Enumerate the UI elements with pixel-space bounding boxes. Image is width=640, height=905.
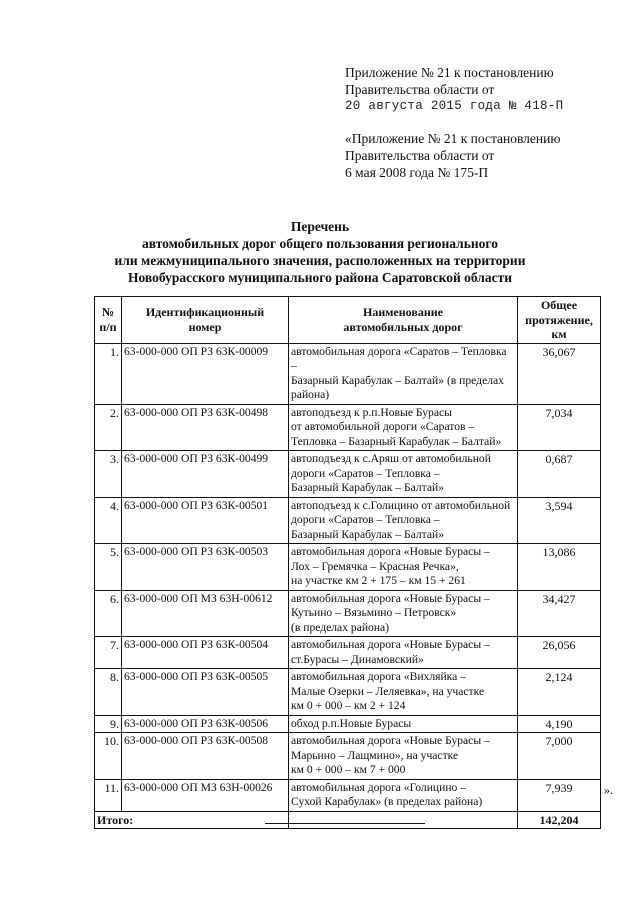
header-stamp-date: 20 августа 2015 года № 418-П	[345, 99, 564, 113]
header-id: Идентификационный номер	[122, 297, 289, 344]
row-number: 8.	[95, 669, 122, 716]
header-line: Правительства области от	[345, 82, 495, 97]
road-name	[289, 733, 518, 780]
road-name-line: дороги «Саратов – Тепловка –	[291, 513, 440, 526]
total-empty-cell	[289, 811, 518, 829]
road-id: 63-000-000 ОП РЗ 63К-00009	[122, 343, 289, 404]
road-length: 0,687	[518, 451, 601, 498]
road-id: 63-000-000 ОП РЗ 63К-00505	[122, 669, 289, 716]
road-name-line: автомобильная дорога «Новые Бурасы –	[291, 734, 490, 747]
row-number: 5.	[95, 544, 122, 591]
road-name-line: Тепловка – Базарный Карабулак – Балтай»	[291, 434, 502, 448]
appendix-header-current	[345, 64, 563, 115]
road-name	[289, 669, 518, 716]
road-name-line: автомобильная дорога «Саратов – Тепловка –	[291, 344, 507, 372]
road-name-line: Базарный Карабулак – Балтай» (в пределах	[291, 373, 504, 387]
road-name	[289, 637, 518, 669]
row-number: 6.	[95, 590, 122, 637]
road-name-line: Базарный Карабулак – Балтай»	[291, 527, 445, 541]
road-name-line: Лох – Гремячка – Красная Речка»,	[291, 559, 459, 573]
road-length: 7,939	[518, 779, 601, 811]
header-name: Наименование автомобильных дорог	[289, 297, 518, 344]
road-name-line: автоподъезд к р.п.Новые Бурасы	[291, 405, 452, 419]
row-number: 10.	[95, 733, 122, 780]
total-label: Итого:	[95, 811, 289, 829]
road-name-line: Марьино – Лащмино», на участке	[291, 748, 459, 762]
appendix-header-previous	[345, 130, 560, 181]
table-row	[95, 404, 601, 451]
table-row	[95, 590, 601, 637]
roads-table	[94, 296, 601, 829]
road-length: 3,594	[518, 497, 601, 544]
row-number: 2.	[95, 404, 122, 451]
road-length: 34,427	[518, 590, 601, 637]
road-id: 63-000-000 ОП РЗ 63К-00504	[122, 637, 289, 669]
road-length: 13,086	[518, 544, 601, 591]
total-value: 142,204	[518, 811, 601, 829]
road-length: 2,124	[518, 669, 601, 716]
table-row	[95, 497, 601, 544]
row-number: 1.	[95, 343, 122, 404]
road-name-line: от автомобильной дороги «Саратов –	[291, 420, 475, 433]
header-length: Общее протяжение, км	[518, 297, 601, 344]
footer-divider	[265, 823, 425, 824]
road-name	[289, 451, 518, 498]
road-name-line: автоподъезд к с.Аряш от автомобильной	[291, 452, 491, 465]
road-length: 26,056	[518, 637, 601, 669]
road-id: 63-000-000 ОП РЗ 63К-00506	[122, 715, 289, 733]
total-row	[95, 811, 601, 829]
row-number: 4.	[95, 497, 122, 544]
road-name-line: района)	[291, 388, 330, 401]
road-name-line: на участке км 2 + 175 – км 15 + 261	[291, 574, 466, 587]
header-num: № п/п	[95, 297, 122, 344]
road-name	[289, 343, 518, 404]
road-name	[289, 715, 518, 733]
table-row	[95, 637, 601, 669]
road-name	[289, 590, 518, 637]
row-number: 11.	[95, 779, 122, 811]
title-line: Новобурасского муниципального района Саратовской области	[127, 270, 513, 285]
row-number: 3.	[95, 451, 122, 498]
table-header-row	[95, 297, 601, 344]
closing-quote: ».	[604, 783, 613, 797]
title-line: или межмуниципального значения, расположенных на территории	[114, 253, 526, 268]
road-id: 63-000-000 ОП РЗ 63К-00503	[122, 544, 289, 591]
road-id: 63-000-000 ОП РЗ 63К-00508	[122, 733, 289, 780]
road-name-line: дороги «Саратов – Тепловка –	[291, 466, 440, 480]
road-name-line: автомобильная дорога «Вихляйка –	[291, 670, 466, 683]
title-line: Перечень	[290, 219, 350, 234]
header-line: Приложение № 21 к постановлению	[345, 65, 554, 80]
title-line: автомобильных дорог общего пользования регионального	[142, 236, 498, 251]
row-number: 9.	[95, 715, 122, 733]
header-line: Правительства области от	[345, 148, 495, 163]
table-row	[95, 733, 601, 780]
road-id: 63-000-000 ОП РЗ 63К-00498	[122, 404, 289, 451]
road-length: 4,190	[518, 715, 601, 733]
table-row	[95, 715, 601, 733]
road-name-line: (в пределах района)	[291, 620, 390, 634]
road-id: 63-000-000 ОП МЗ 63Н-00612	[122, 590, 289, 637]
document-title	[0, 218, 640, 286]
road-name-line: Сухой Карабулак» (в пределах района)	[291, 795, 483, 808]
road-id: 63-000-000 ОП РЗ 63К-00499	[122, 451, 289, 498]
road-name-line: автомобильная дорога «Голицино –	[291, 780, 467, 794]
header-line: 6 мая 2008 года № 175-П	[345, 165, 489, 180]
road-name-line: Кутьино – Вязьмино – Петровск»	[291, 606, 457, 619]
road-name-line: ст.Бурасы – Динамовский»	[291, 652, 424, 666]
road-name-line: автоподъезд к с.Голицино от автомобильной	[291, 498, 511, 512]
road-name	[289, 404, 518, 451]
road-name-line: автомобильная дорога «Новые Бурасы –	[291, 545, 490, 558]
road-name	[289, 779, 518, 811]
road-name-line: Базарный Карабулак – Балтай»	[291, 481, 445, 494]
road-name-line: автомобильная дорога «Новые Бурасы –	[291, 591, 490, 605]
table-row	[95, 343, 601, 404]
road-name-line: км 0 + 000 – км 7 + 000	[291, 763, 406, 776]
road-name-line: км 0 + 000 – км 2 + 124	[291, 699, 406, 712]
table-row	[95, 451, 601, 498]
table-row	[95, 544, 601, 591]
road-name	[289, 497, 518, 544]
road-name-line: автомобильная дорога «Новые Бурасы –	[291, 638, 490, 651]
header-line: «Приложение № 21 к постановлению	[345, 131, 561, 146]
road-id: 63-000-000 ОП МЗ 63Н-00026	[122, 779, 289, 811]
road-name-line: Малые Озерки – Леляевка», на участке	[291, 684, 485, 698]
road-name	[289, 544, 518, 591]
road-name-line: обход р.п.Новые Бурасы	[291, 716, 412, 730]
road-length: 7,034	[518, 404, 601, 451]
road-id: 63-000-000 ОП РЗ 63К-00501	[122, 497, 289, 544]
road-length: 7,000	[518, 733, 601, 780]
road-length: 36,067	[518, 343, 601, 404]
table-row	[95, 669, 601, 716]
table-row	[95, 779, 601, 811]
row-number: 7.	[95, 637, 122, 669]
